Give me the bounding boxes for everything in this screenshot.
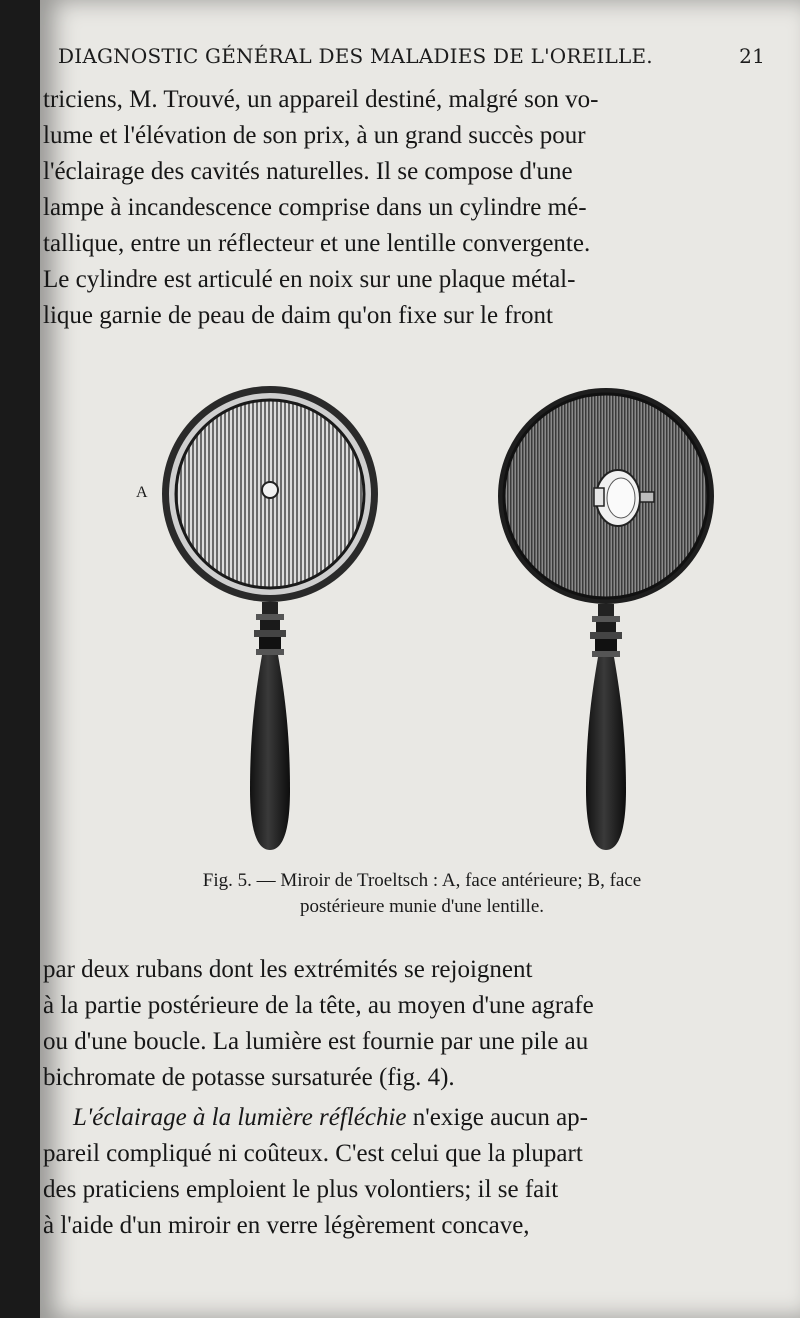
mirror-a-handle: [250, 655, 290, 850]
mirror-b-back: [498, 388, 714, 850]
text-line: des praticiens emploient le plus volontiers; il se fait: [43, 1176, 559, 1203]
text-line: [73, 1104, 765, 1140]
text-line: à la partie postérieure de la tête, au moyen d'une agrafe: [43, 992, 594, 1019]
text-line: lique garnie de peau de daim qu'on fixe sur le front: [43, 302, 553, 329]
text-line: lume et l'élévation de son prix, à un grand succès pour: [43, 122, 586, 149]
text-line: l'éclairage des cavités naturelles. Il se compose d'une: [43, 158, 573, 185]
figure-label-a: A: [136, 484, 148, 501]
figure-caption-line-1: Fig. 5. — Miroir de Troeltsch : A, face antérieure; B, face: [202, 870, 642, 891]
italic-phrase: L'éclairage à la lumière réfléchie: [73, 1104, 407, 1131]
header-title: DIAGNOSTIC GÉNÉRAL DES MALADIES DE L'OREILLE.: [58, 44, 653, 68]
text-line: pareil compliqué ni coûteux. C'est celui que la plupart: [43, 1140, 583, 1167]
text-line: lampe à incandescence comprise dans un cylindre mé-: [43, 194, 587, 221]
figure-troeltsch-mirrors: [0, 380, 800, 860]
text-line: Le cylindre est articulé en noix sur une plaque métal-: [43, 266, 576, 293]
mirror-a-front: [162, 386, 378, 850]
page-number: 21: [739, 44, 765, 68]
text-line: tallique, entre un réflecteur et une lentille convergente.: [43, 230, 591, 257]
running-header: [58, 44, 765, 74]
text-line: triciens, M. Trouvé, un appareil destiné, malgré son vo-: [43, 86, 599, 113]
text-line: ou d'une boucle. La lumière est fournie par une pile au: [43, 1028, 589, 1055]
mirror-aperture: [262, 482, 278, 498]
figure-caption-line-2: postérieure munie d'une lentille.: [299, 896, 544, 917]
line-rest: n'exige aucun ap-: [406, 1104, 589, 1131]
text-line: par deux rubans dont les extrémités se rejoignent: [43, 956, 533, 983]
text-line: à l'aide d'un miroir en verre légèrement concave,: [43, 1212, 530, 1239]
text-line: bichromate de potasse sursaturée (fig. 4).: [43, 1064, 455, 1091]
mirror-b-handle: [586, 657, 626, 850]
